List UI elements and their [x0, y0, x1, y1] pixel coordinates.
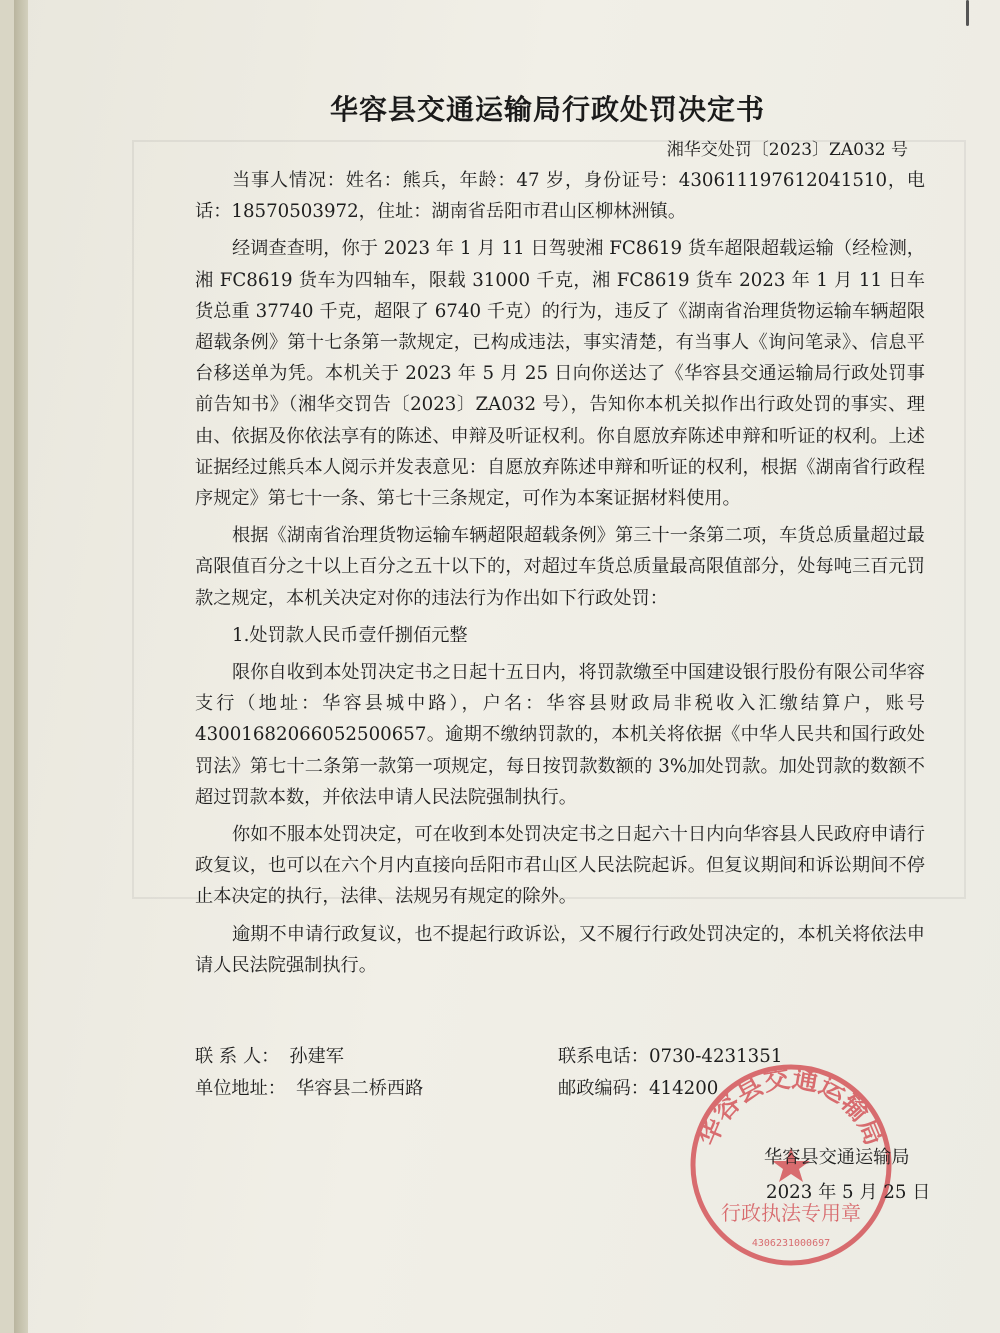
contact-person-value: 孙建军 — [289, 1046, 344, 1067]
document-title: 华容县交通运输局行政处罚决定书 — [330, 93, 766, 126]
unit-address-value: 华容县二桥西路 — [295, 1078, 424, 1099]
svg-text:行政执法专用章: 行政执法专用章 — [721, 1201, 861, 1225]
contact-phone-label: 联系电话： — [558, 1046, 649, 1067]
unit-address-label: 单位地址： — [195, 1078, 286, 1099]
contact-phone-value: 0730-4231351 — [648, 1046, 783, 1067]
facts-paragraph: 经调查查明，你于 2023 年 1 月 11 日驾驶湘 FC8619 货车超限超载运输（经检测，湘 FC8619 货车为四轴车，限载 31000 千克，湘 FC8619 货车 2023 年 1 月 11 日车货总重 37740 千克，超限了 6740 千克）的行为，违反了《湖南省治理货物运输车辆超限超载条例》第十七条第一款规定，已构成违法，事实清楚，有当事人《询问笔录》、信息平台移送单为凭。本机关于 2023 年 5 月 25 日向你送达了《华容县交通运输局行政处罚事前告知书》（湘华交罚告〔2023〕ZA032 号），告知你本机关拟作出行政处罚的事实、理由、依据及你依法享有的陈述、申辩及听证权利。你自愿放弃陈述申辩和听证的权利。上述证据经过熊兵本人阅示并发表意见：自愿放弃陈述申辩和听证的权利，根据《湖南省行政程序规定》第七十一条、第七十三条规定，可作为本案证据材料使用。 — [195, 238, 925, 510]
issue-date: 2023 年 5 月 25 日 — [766, 1182, 931, 1203]
postcode-value: 414200 — [648, 1078, 719, 1099]
page-fold-shadow — [14, 0, 28, 1333]
party-info-paragraph: 当事人情况：姓名：熊兵，年龄：47 岁，身份证号：430611197612041510，电话：18570503972，住址：湖南省岳阳市君山区柳林洲镇。 — [195, 170, 925, 223]
svg-text:华容县交通运输局: 华容县交通运输局 — [692, 1063, 890, 1150]
enforcement-paragraph: 逾期不申请行政复议，也不提起行政诉讼，又不履行行政处罚决定的，本机关将依法申请人民法院强制执行。 — [195, 923, 925, 976]
appeal-paragraph: 你如不服本处罚决定，可在收到本处罚决定书之日起六十日内向华容县人民政府申请行政复议，也可以在六个月内直接向岳阳市君山区人民法院起诉。但复议期间和诉讼期间不停止本决定的执行，法律、法规另有规定的除外。 — [195, 824, 925, 908]
payment-paragraph: 限你自收到本处罚决定书之日起十五日内，将罚款缴至中国建设银行股份有限公司华容支行（地址：华容县城中路），户名：华容县财政局非税收入汇缴结算户，账号 43001682066052500657。逾期不缴纳罚款的，本机关将依据《中华人民共和国行政处罚法》第七十二条第一款第一项规定，每日按罚款数额的 3%加处罚款。加处罚款的数额不超过罚款本数，并依法申请人民法院强制执行。 — [195, 662, 925, 808]
unit-address-row — [195, 1074, 423, 1100]
postcode-label: 邮政编码： — [558, 1078, 649, 1099]
legal-basis-paragraph: 根据《湖南省治理货物运输车辆超限超载条例》第三十一条第二项，车货总质量超过最高限值百分之十以上百分之五十以下的，对超过车货总质量最高限值部分，处每吨三百元罚款之规定，本机关决定对你的违法行为作出如下行政处罚： — [195, 525, 925, 609]
svg-text:4306231000697: 4306231000697 — [751, 1238, 831, 1249]
pen-mark — [966, 0, 969, 26]
issuing-authority: 华容县交通运输局 — [764, 1147, 910, 1168]
document-number: 湘华交处罚〔2023〕ZA032 号 — [666, 140, 908, 160]
penalty-item: 1.处罚款人民币壹仟捌佰元整 — [232, 624, 468, 646]
contact-person-label: 联 系 人： — [195, 1046, 280, 1067]
document-body — [195, 165, 925, 987]
contact-person-row — [195, 1042, 344, 1068]
